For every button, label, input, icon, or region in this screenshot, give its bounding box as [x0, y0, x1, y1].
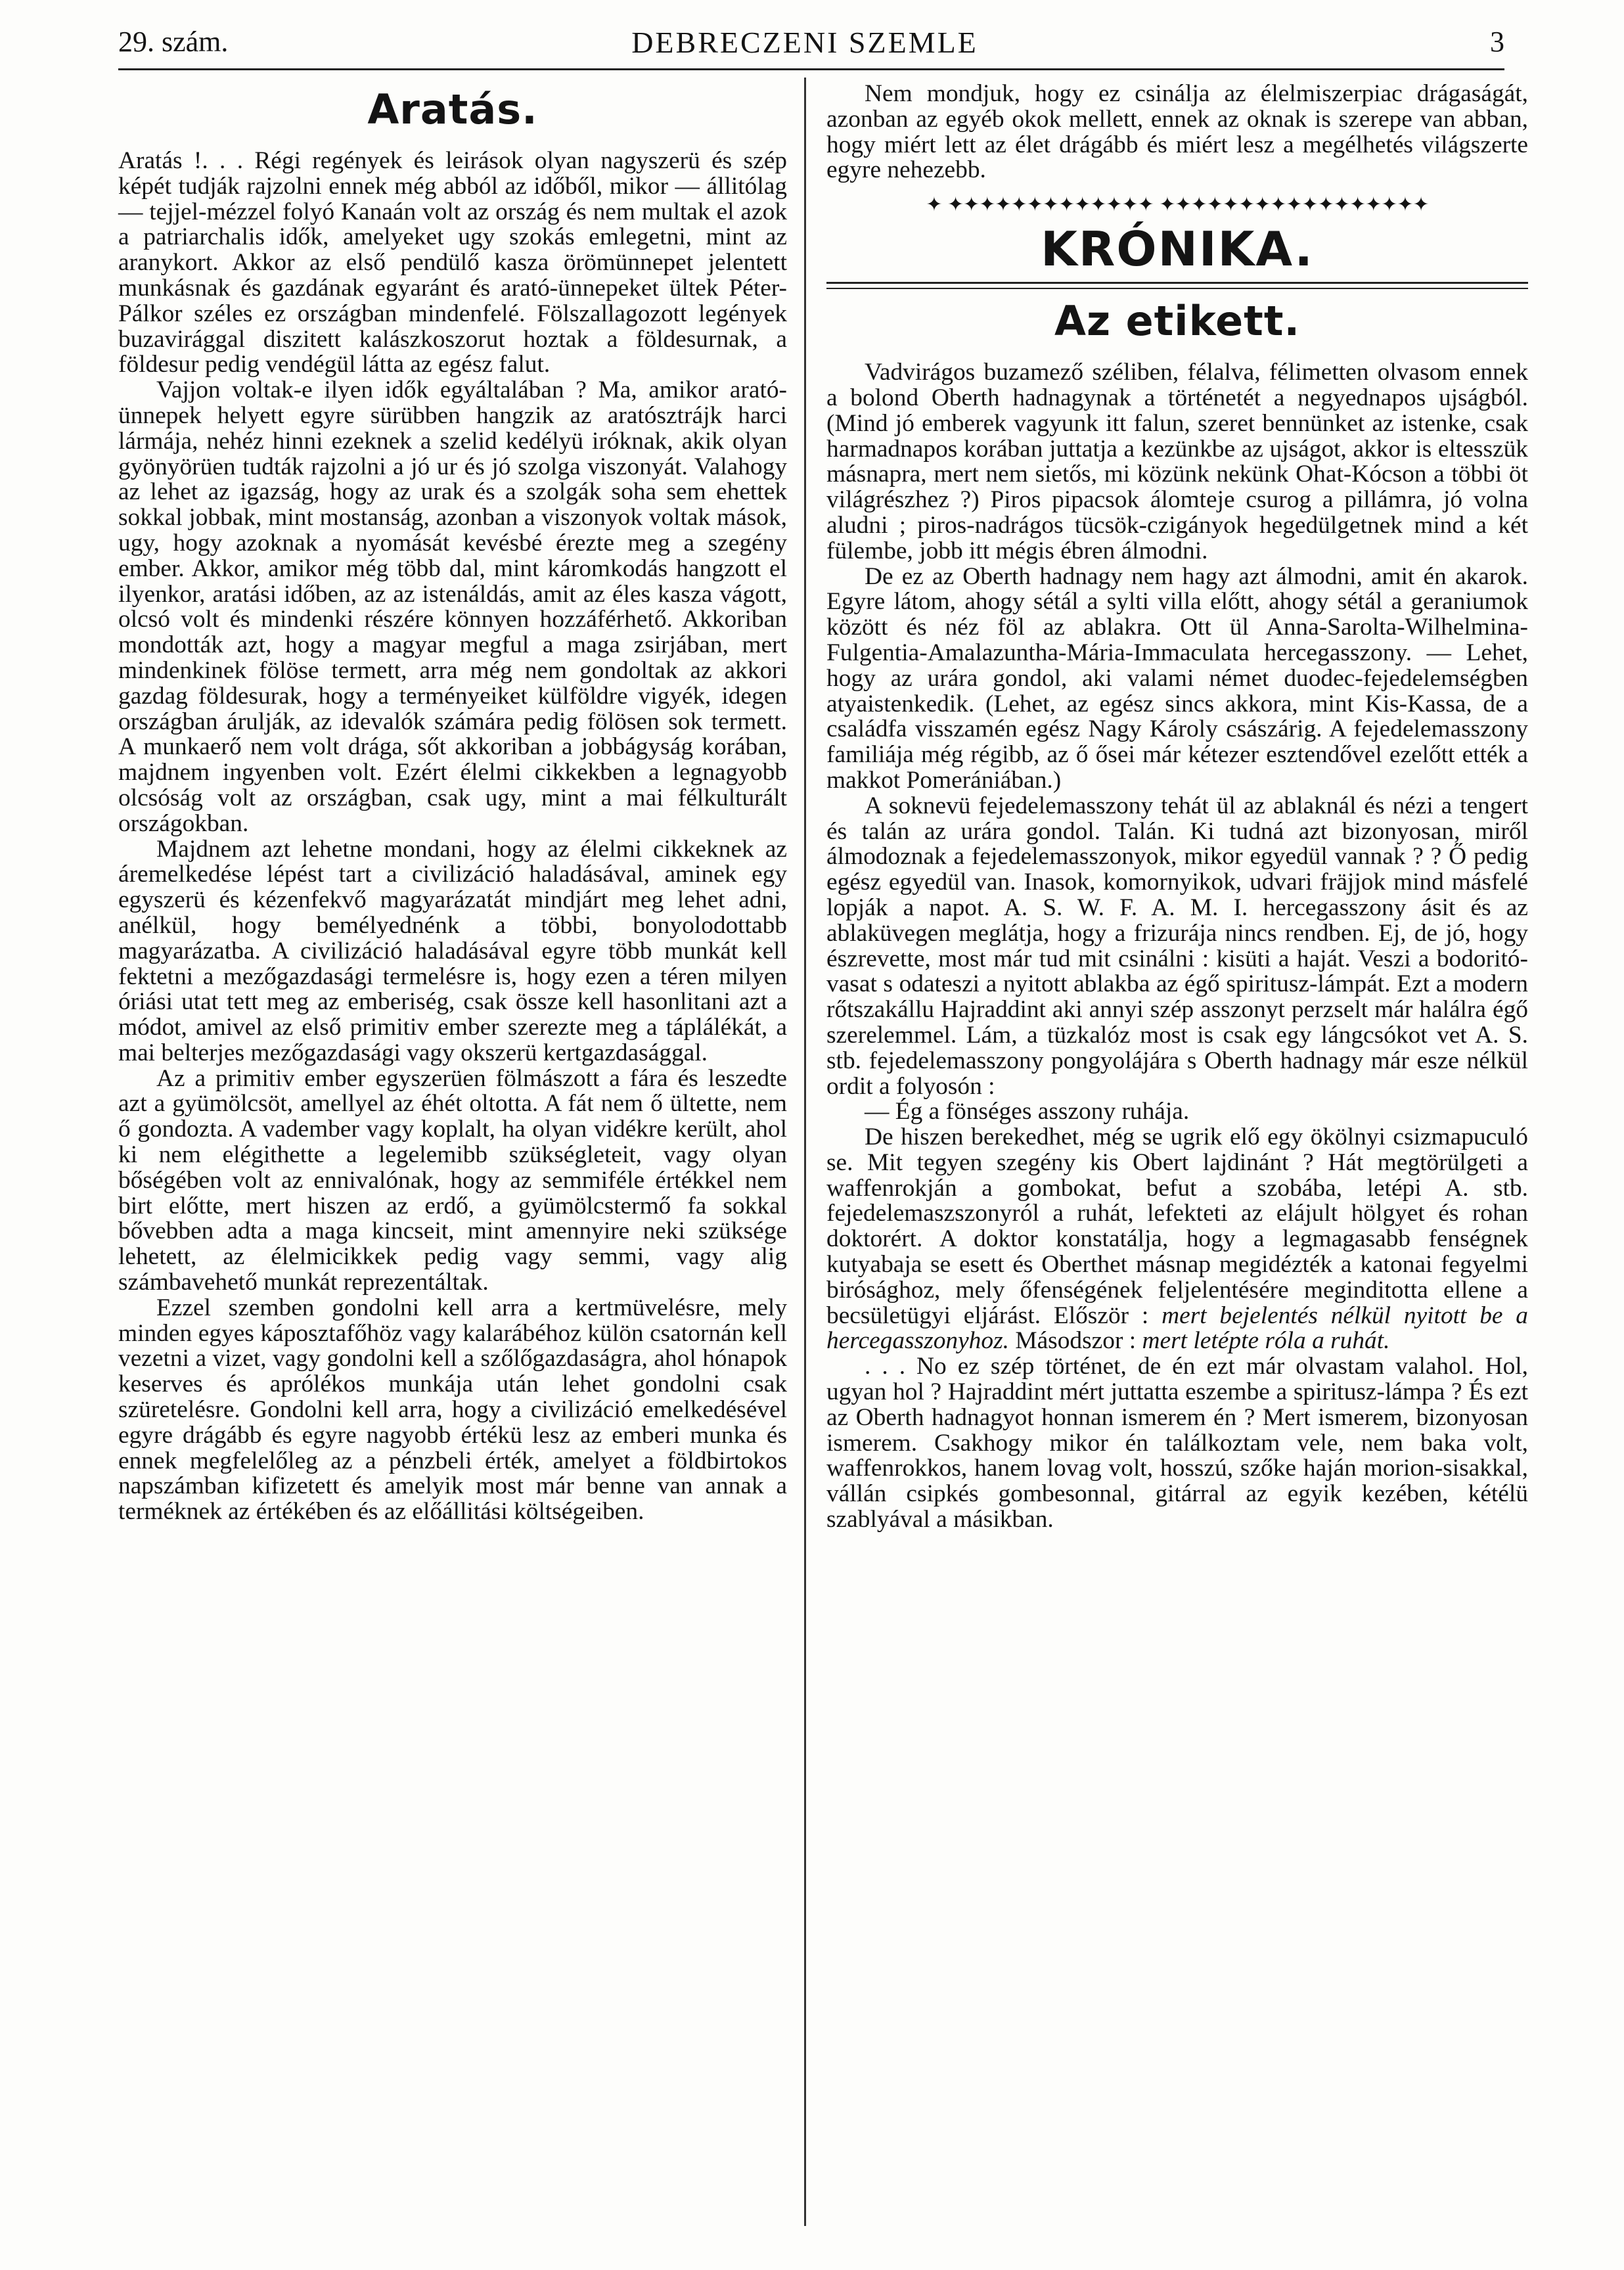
- paragraph: Vajjon voltak-e ilyen idők egyáltalában ? Ma, amikor arató-ünnepek helyett egyre sürübben hangzik az aratósztrájk harci lármája, nehéz hinni ezeknek a szelid kedélyü iróknak, akik olyan gyönyörüen tudták rajzolni a jó ur és jó szolga viszonyát. Valahogy az lehet az igazság, hogy az urak és a szolgák soha sem ehettek sokkal jobbak, mint mostanság, azonban a viszonyok voltak mások, ugy, hogy azoknak a nyomását kevésbé érezte meg a szegény ember. Akkor, amikor még több dal, mint káromkodás hangzott el ilyenkor, aratási időben, az az istenáldás, amit az éles kasza vágott, olcsó volt és mindenki részére könnyen hozzáférhető. Akkoriban mondották azt, hogy a magyar megful a maga zsirjában, mert mindenkinek fölöse termett, arra még nem gondoltak az akkori gazdag földesurak, hogy a terményeiket külföldre vigyék, idegen országban árulják, az idevalók számára pedig fölösen sok termett. A munkaerő nem volt drága, sőt akkoriban a jobbágyság korában, majdnem ingyenben volt. Ezért élelmi cikkekben a legnagyobb olcsóság volt az országban, csak ugy, mint a mai félkulturált országokban.: [118, 376, 787, 837]
- right-column: [826, 81, 1528, 1533]
- article-title-etikett: Az etikett.: [1054, 297, 1301, 346]
- article-title-aratas: Aratás.: [367, 85, 538, 133]
- paragraph: Majdnem azt lehetne mondani, hogy az élelmi cikkeknek az áremelkedése lépést tart a civilizáció haladásával, aminek egy egyszerü és kézenfekvő magyarázatát mindjárt meg lehet adni, anélkül, hogy bemélyednénk a többi, bonyolodottabb magyarázatba. A civilizáció haladásával egyre több munkát kell fektetni a mezőgazdasági termelésre is, hogy ezen a téren milyen óriási utat tett meg az emberiség, csak össze kell hasonlitani azt a módot, amivel az első primitiv ember szerezte meg a táplálékát, a mai belterjes mezőgazdasági vagy okszerü kertgazdasággal.: [118, 835, 787, 1066]
- italic-reason-2: mert letépte róla a ruhát.: [1142, 1327, 1390, 1355]
- left-column: [118, 81, 787, 1525]
- continuation-paragraph: Nem mondjuk, hogy ez csinálja az élelmiszerpiac drágaságát, azonban az egyéb okok mellett, ennek az oknak is szerepe van abban, hogy miért lett az élet drágább és miért lesz a megélhetés világszerte egyre nehezebb.: [826, 80, 1528, 184]
- paragraph: Vadvirágos buzamező széliben, félalva, félimetten olvasom ennek a bolond Oberth hadnagynak a történetét a negyednapos ujságból. (Mind jó emberek vagyunk itt falun, szeret bennünket az istenke, csak harmadnapos korában juttatja a kezünkbe az ujságot, akkor is eltesszük másnapra, mert nem sietős, mi közünk nekünk Ohat-Kócson a többi öt világrészhez ?) Piros pipacsok álomteje csurog a pillámra, jó volna aludni ; piros-nadrágos tücsök-czigányok hegedülgetnek mind a két fülembe, jobb itt mégis ébren álmodni.: [826, 359, 1528, 564]
- issue-number: 29. szám.: [118, 26, 229, 58]
- paragraph: Ezzel szemben gondolni kell arra a kertmüvelésre, mely minden egyes káposztafőhöz vagy kalarábéhoz külön csatornán kell vezetni a vizet, vagy gondolni kell a szőlőgazdaságra, ahol hónapok keserves és aprólékos munkája után lehet gondolni csak szüretelésre. Gondolni kell arra, hogy a civilizáció emelkedésével egyre drágább és egyre nagyobb értékü lesz az emberi munka és ennek megfelelőleg az a pénzbeli érték, amelyet a földbirtokos napszámban kifizetett és amelyik most már benne van annak a terméknek az értékében és az előállitási költségeiben.: [118, 1294, 787, 1526]
- paragraph: A soknevü fejedelemasszony tehát ül az ablaknál és nézi a tengert és talán az urára gondol. Talán. Ki tudná azt bizonyosan, miről álmodoznak a fejedelemasszonyok, mikor egyedül vannak ? ? Ő pedig egész egyedül van. Inasok, komornyikok, udvari fräjjok mind másfelé lopják a napot. A. S. W. F. A. M. I. hercegasszony ásit és az ablaküvegen meglátja, hogy a frizurája nincs rendben. Ej, de jó, hogy észrevette, most már tud mit csinálni : kisüti a haját. Veszi a bodoritó-vasat s odateszi a nyitott ablakba az égő spiritusz-lámpát. Ezt a modern rőtszakállu Hajraddint aki annyi szép asszonyt perzselt már halálra égő szerelemmel. Lám, a tüzkalóz most is csak egy lángcsókot vet A. S. stb. fejedelemasszony pongyolájára s Oberth hadnagy már esze nélkül ordit a folyosón :: [826, 792, 1528, 1100]
- paragraph: [826, 1125, 1528, 1354]
- column-divider: [804, 78, 806, 2226]
- newspaper-title: DEBRECZENI SZEMLE: [631, 26, 978, 59]
- paragraph: — Ég a fönséges asszony ruhája.: [865, 1098, 1190, 1125]
- paragraph-text: De hiszen berekedhet, még se ugrik elő egy ökölnyi csizmapuculó se. Mit tegyen szegény kis Obert lajdinánt ? Hát megtörülgeti a waffenrokján a gombokat, befut a szobába, letépi A. stb. fejedelemaszszonyról a ruhát, lefekteti az elájult hölgyet és rohan doktorért. A doktor konstatálja, hogy a legmagasabb fenségnek kutyabaja se esett és Oberthet másnap megidézték a katonai fegyelmi birósághoz, mely őfenségének feljelentésére meginditotta ellene a becsületügyi eljárást. Először :: [826, 1124, 1528, 1329]
- page-number: 3: [1490, 26, 1504, 58]
- paragraph: . . . No ez szép történet, de én ezt már olvastam valahol. Hol, ugyan hol ? Hajraddint mért juttatta eszembe a spiritusz-lámpa ? És ezt az Oberth hadnagyot honnan ismerem én ? Mert ismerem, bizonyosan ismerem. Csakhogy mikor én találkoztam vele, nem baka volt, waffenrokkos, hanem lovag volt, hosszú, szőke haján morion-sisakkal, vállán csipkés gombesonnal, gitárral az egyik kezében, kétélü szablyával a másikban.: [826, 1353, 1528, 1533]
- header-rule: [118, 68, 1504, 70]
- section-title-kronika: KRÓNIKA.: [1041, 221, 1314, 277]
- page-header: [79, 25, 1531, 72]
- section-rule: [826, 282, 1528, 289]
- paragraph: Aratás !. . . Régi regények és leirások olyan nagyszerü és szép képét tudják rajzolni ennek még abból az időből, mikor — állitólag — tejjel-mézzel folyó Kanaán volt az ország és nem multak el azok a patriarchalis idők, amelyeket ugy szokás emlegetni, mint az aranykort. Akkor az első pendülő kasza örömünnepet jelentett munkásnak és gazdának egyaránt és arató-ünnepeket ültek Péter-Pálkor széles ez országban mindenfelé. Fölszallagozott legények buzavirággal diszitett kalászkoszorut hoztak a földesurnak, a földesur pedig vendégül látta az egész falut.: [118, 147, 787, 378]
- italic-reason-1: mert bejelentés nélkül nyitott be a hercegasszonyhoz.: [826, 1302, 1528, 1355]
- paragraph-text: Másodszor :: [1015, 1327, 1137, 1355]
- paragraph: Az a primitiv ember egyszerüen fölmászott a fára és leszedte azt a gyümölcsöt, amellyel az éhét oltotta. A fát nem ő ültette, nem ő gondozta. A vadember vagy koplalt, ha olyan vidékre került, ahol ki nem elégithette a legelemibb szükségleteit, vagy olyan bőségében volt az ennivalónak, hogy az semmiféle értékkel nem birt előtte, mert hiszen az erdő, a gyümölcstermő fa sokkal bővebben adta a maga kincseit, mint amennyire neki szüksége lehetett, az élelmicikkek pedig vagy semmi, vagy alig számbavehető munkát reprezentáltak.: [118, 1064, 787, 1296]
- paragraph: De ez az Oberth hadnagy nem hagy azt álmodni, amit én akarok. Egyre látom, ahogy sétál a sylti villa előtt, ahogy sétál a geraniumok között és néz föl az ablakra. Ott ül Anna-Sarolta-Wilhelmina-Fulgentia-Amalazuntha-Mária-Immaculata hercegasszony. — Lehet, hogy az urára gondol, aki valami német duodec-fejedelemségben atyaistenkedik. (Lehet, az egész sincs akkora, mint Kis-Kassa, de a családfa visszamén egész Nagy Károly császárig. A fejedelemasszony familiája még régibb, az ő ősei már kétezer esztendővel ezelőtt ették a makkot Pomerániában.): [826, 562, 1528, 794]
- ornament-divider: ✦ ✦✦✦✦✦✦✦✦✦✦✦✦✦ ✦✦✦✦✦✦✦✦✦✦✦✦✦✦✦✦✦: [926, 194, 1429, 217]
